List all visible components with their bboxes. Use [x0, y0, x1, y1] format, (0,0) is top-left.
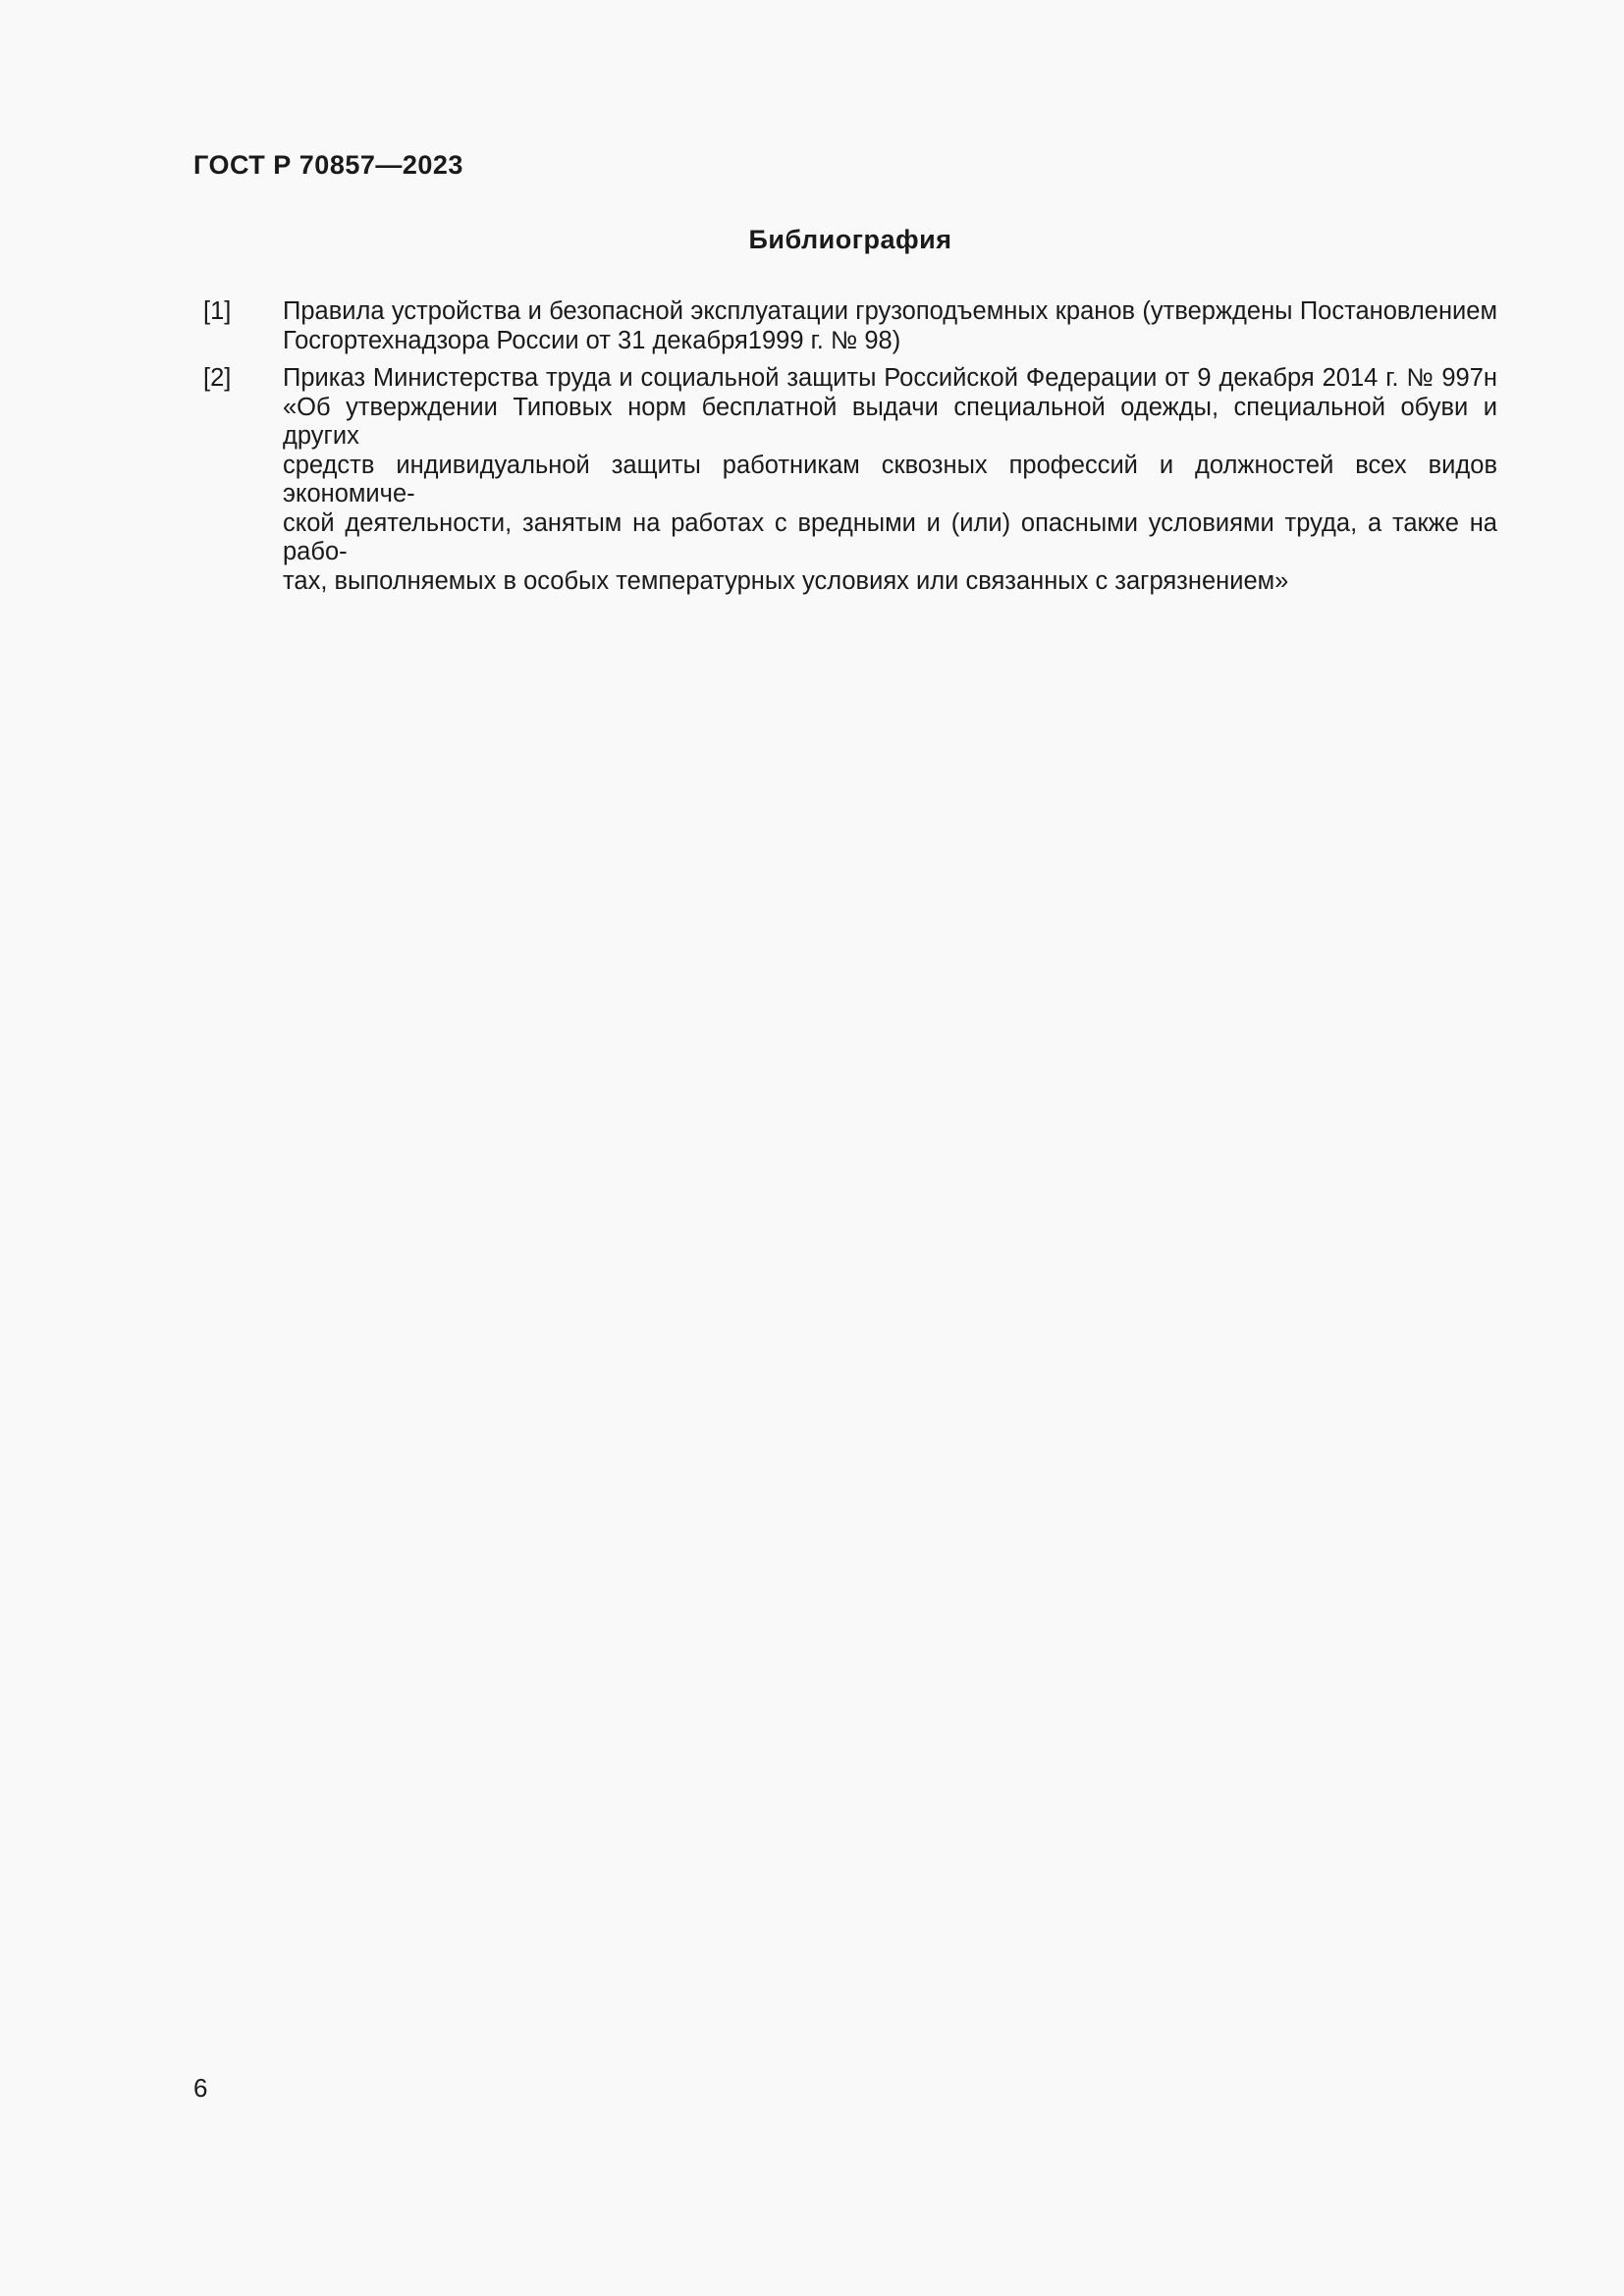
- section-title: Библиография: [748, 225, 952, 254]
- bibliography-item-text: [283, 297, 1497, 355]
- page-number: 6: [193, 2073, 208, 2103]
- bibliography-item-line: Правила устройства и безопасной эксплуатации грузоподъемных кранов (утверждены Постановлением: [283, 297, 1497, 325]
- bibliography-item-line: «Об утверждении Типовых норм бесплатной выдачи специальной одежды, специальной обуви и других: [283, 393, 1497, 450]
- bibliography-item-line: средств индивидуальной защиты работникам сквозных профессий и должностей всех видов экономиче-: [283, 451, 1497, 507]
- bibliography-item-text: [283, 364, 1497, 596]
- bibliography-item-line: ской деятельности, занятым на работах с вредными и (или) опасными условиями труда, а также на рабо-: [283, 508, 1497, 565]
- bibliography-item-number: [1]: [203, 297, 232, 325]
- bibliography-item-line: Приказ Министерства труда и социальной защиты Российской Федерации от 9 декабря 2014 г. № 997н: [283, 364, 1497, 392]
- bibliography-item-number: [2]: [203, 364, 232, 392]
- bibliography-list: [193, 297, 1497, 605]
- bibliography-item-1: [193, 297, 1497, 355]
- bibliography-item-2: [193, 364, 1497, 596]
- bibliography-item-line: Госгортехнадзора России от 31 декабря1999 г. № 98): [283, 326, 901, 354]
- document-code: ГОСТ Р 70857—2023: [193, 150, 463, 180]
- bibliography-item-line: тах, выполняемых в особых температурных условиях или связанных с загрязнением»: [283, 566, 1289, 595]
